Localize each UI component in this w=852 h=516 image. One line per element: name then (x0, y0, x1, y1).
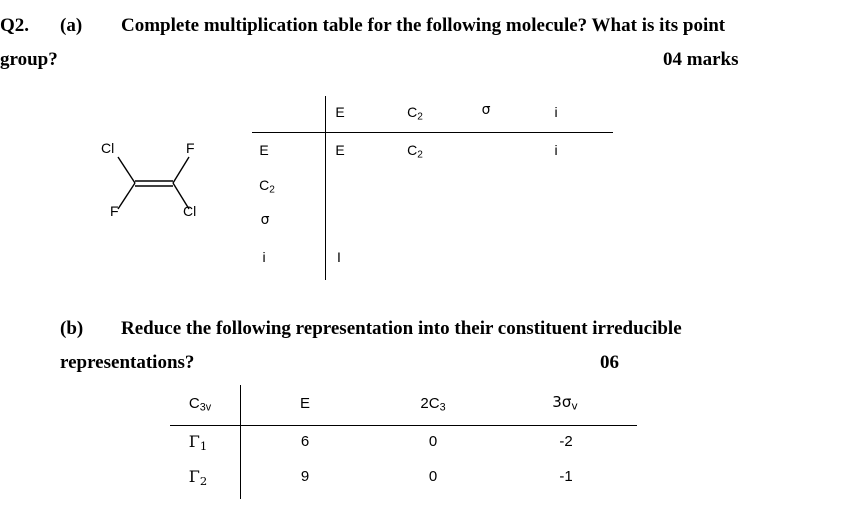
rep-table-row-rule (240, 385, 241, 499)
part-a-prompt-line2: group? (0, 49, 58, 70)
part-b-marks: 06 (600, 352, 619, 373)
mult-row-header-i: i (262, 249, 266, 265)
rep-cell-gamma2-3sigma: -1 (559, 468, 573, 485)
part-b-label: (b) (60, 318, 84, 339)
part-a-marks: 04 marks (663, 49, 739, 70)
atom-f-bottom-left: F (110, 203, 119, 219)
mult-col-header-e: E (335, 104, 345, 120)
mult-cell-e-e: E (335, 142, 345, 158)
atom-f-top-right: F (186, 140, 195, 156)
rep-cell-gamma1-2c3: 0 (428, 433, 438, 450)
part-b-prompt-line1: Reduce the following representation into their constituent irreducible (121, 318, 682, 339)
rep-cell-gamma1-3sigma: -2 (559, 433, 573, 450)
rep-col-header-e: E (299, 395, 311, 412)
mult-cell-e-c2: $C_2$ (407, 142, 423, 161)
mult-col-header-sigma: σ (481, 102, 491, 118)
mult-col-header-c2: $C_2$ (407, 104, 423, 123)
question-number: Q2. (0, 15, 30, 36)
mult-table-header-rule (252, 132, 613, 133)
rep-cell-gamma2-e: 9 (300, 468, 310, 485)
rep-cell-gamma2-2c3: 0 (428, 468, 438, 485)
rep-cell-gamma1-e: 6 (300, 433, 310, 450)
rep-corner-c3v: $C_{3v}$ (188, 395, 212, 414)
mult-cell-e-i: i (554, 142, 558, 158)
rep-row-label-gamma1: $\Gamma_1$ (188, 432, 208, 453)
mult-cell-i-e: I (337, 249, 341, 265)
mult-row-header-c2: $C_2$ (259, 177, 275, 196)
mult-row-header-sigma: σ (260, 212, 270, 228)
rep-col-header-2c3: $2C_3$ (420, 395, 446, 414)
part-a-label: (a) (60, 15, 83, 36)
part-a-prompt-line1: Complete multiplication table for the following molecule? What is its point (121, 15, 726, 36)
mult-table-row-rule (325, 96, 326, 280)
part-b-prompt-line2: representations? (60, 352, 195, 373)
mult-col-header-i: i (554, 104, 558, 120)
rep-col-header-3sigma-v: $3\sigma_v$ (552, 393, 578, 413)
molecule-structure (90, 135, 220, 230)
atom-cl-bottom-right: Cl (183, 203, 197, 219)
atom-cl-top-left: Cl (101, 140, 115, 156)
mult-row-header-e: E (259, 142, 269, 158)
rep-row-label-gamma2: $\Gamma_2$ (188, 467, 208, 488)
